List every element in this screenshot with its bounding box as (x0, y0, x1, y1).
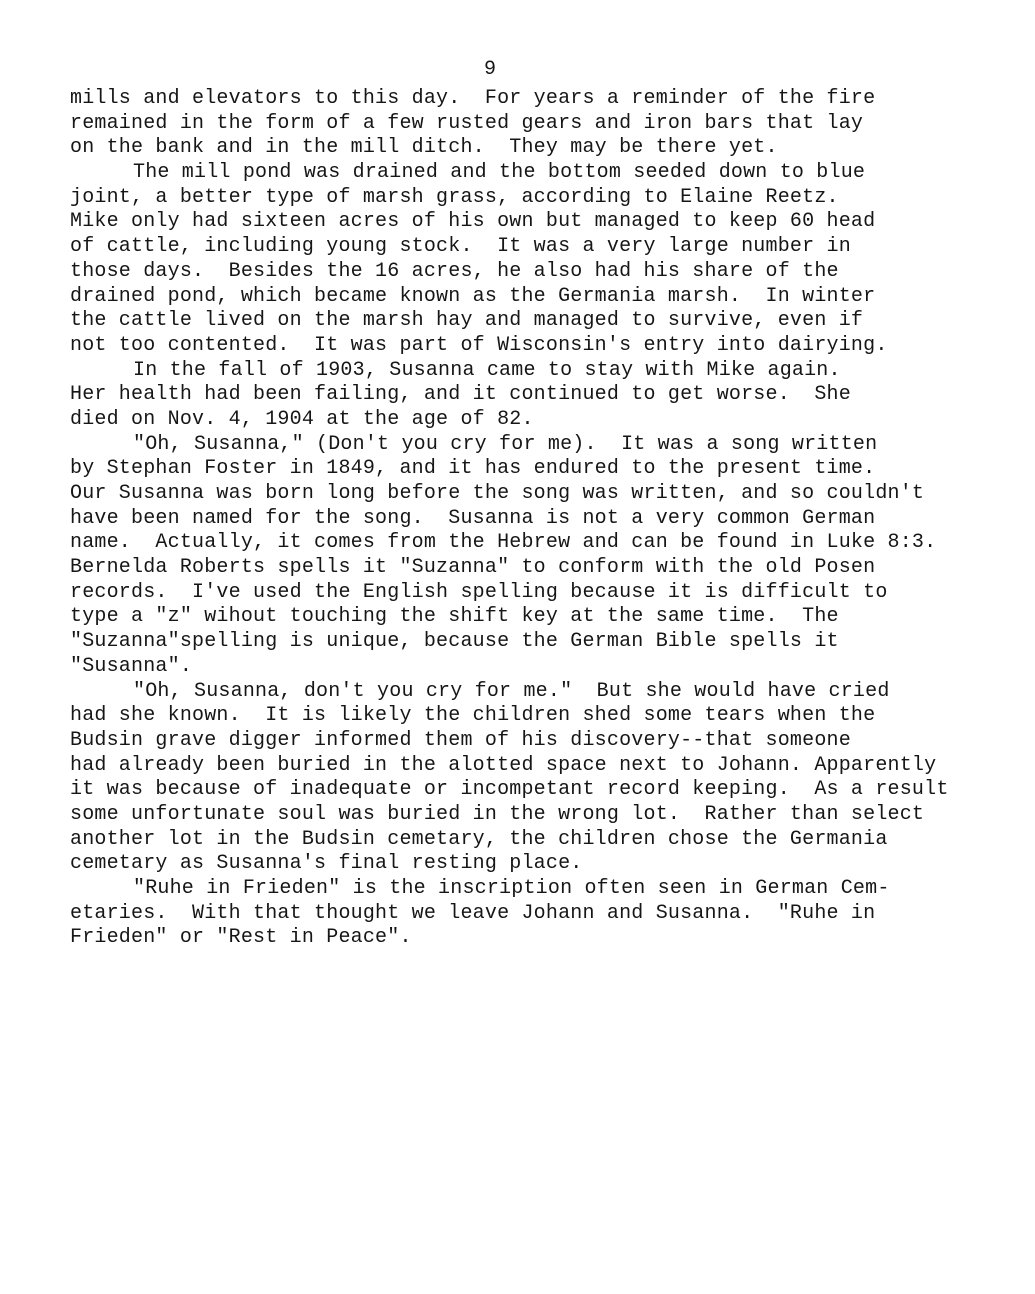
text-line: records. I've used the English spelling because it is difficult to (70, 580, 888, 604)
text-line: Bernelda Roberts spells it "Suzanna" to conform with the old Posen (70, 556, 876, 580)
text-line: died on Nov. 4, 1904 at the age of 82. (70, 407, 534, 431)
text-line: of cattle, including young stock. It was a very large number in (70, 235, 851, 259)
text-line: Her health had been failing, and it continued to get worse. She (70, 383, 851, 407)
text-line: Frieden" or "Rest in Peace". (70, 926, 412, 950)
text-line: Mike only had sixteen acres of his own but managed to keep 60 head (70, 210, 876, 234)
text-line: "Susanna". (70, 654, 193, 678)
text-line: "Oh, Susanna," (Don't you cry for me). It was a song written (133, 432, 878, 456)
text-line: it was because of inadequate or incompetant record keeping. As a result (70, 778, 949, 802)
text-line: mills and elevators to this day. For years a reminder of the fire (70, 87, 876, 110)
text-line: etaries. With that thought we leave Johann and Susanna. "Ruhe in (70, 901, 876, 925)
text-line: on the bank and in the mill ditch. They may be there yet. (70, 136, 778, 160)
text-line: another lot in the Budsin cemetary, the children chose the Germania (70, 827, 888, 851)
text-line: "Suzanna"spelling is unique, because the German Bible spells it (70, 630, 839, 654)
text-line: have been named for the song. Susanna is not a very common German (70, 506, 876, 530)
text-line: not too contented. It was part of Wisconsin's entry into dairying. (70, 333, 888, 357)
body-text (70, 87, 1010, 951)
page-number: 9 (483, 58, 496, 81)
text-line: cemetary as Susanna's final resting place. (70, 852, 583, 876)
text-line: The mill pond was drained and the bottom seeded down to blue (133, 161, 866, 185)
text-line: had already been buried in the alotted space next to Johann. Apparently (70, 753, 937, 777)
text-line: some unfortunate soul was buried in the wrong lot. Rather than select (70, 802, 925, 826)
text-line: "Oh, Susanna, don't you cry for me." But she would have cried (133, 679, 890, 703)
text-line: those days. Besides the 16 acres, he also had his share of the (70, 259, 839, 283)
text-line: "Ruhe in Frieden" is the inscription often seen in German Cem- (133, 877, 890, 900)
text-line: name. Actually, it comes from the Hebrew and can be found in Luke 8:3. (70, 531, 937, 555)
text-line: Budsin grave digger informed them of his discovery--that someone (70, 728, 851, 752)
text-line: In the fall of 1903, Susanna came to stay with Mike again. (133, 358, 841, 382)
text-line: the cattle lived on the marsh hay and managed to survive, even if (70, 309, 864, 333)
text-line: Our Susanna was born long before the song was written, and so couldn't (70, 482, 925, 505)
text-line: type a "z" wihout touching the shift key at the same time. The (70, 605, 839, 629)
text-line: drained pond, which became known as the Germania marsh. In winter (70, 284, 876, 308)
text-line: by Stephan Foster in 1849, and it has endured to the present time. (70, 457, 876, 481)
text-line: joint, a better type of marsh grass, according to Elaine Reetz. (70, 185, 839, 209)
text-line: had she known. It is likely the children shed some tears when the (70, 704, 876, 728)
text-line: remained in the form of a few rusted gears and iron bars that lay (70, 111, 864, 135)
